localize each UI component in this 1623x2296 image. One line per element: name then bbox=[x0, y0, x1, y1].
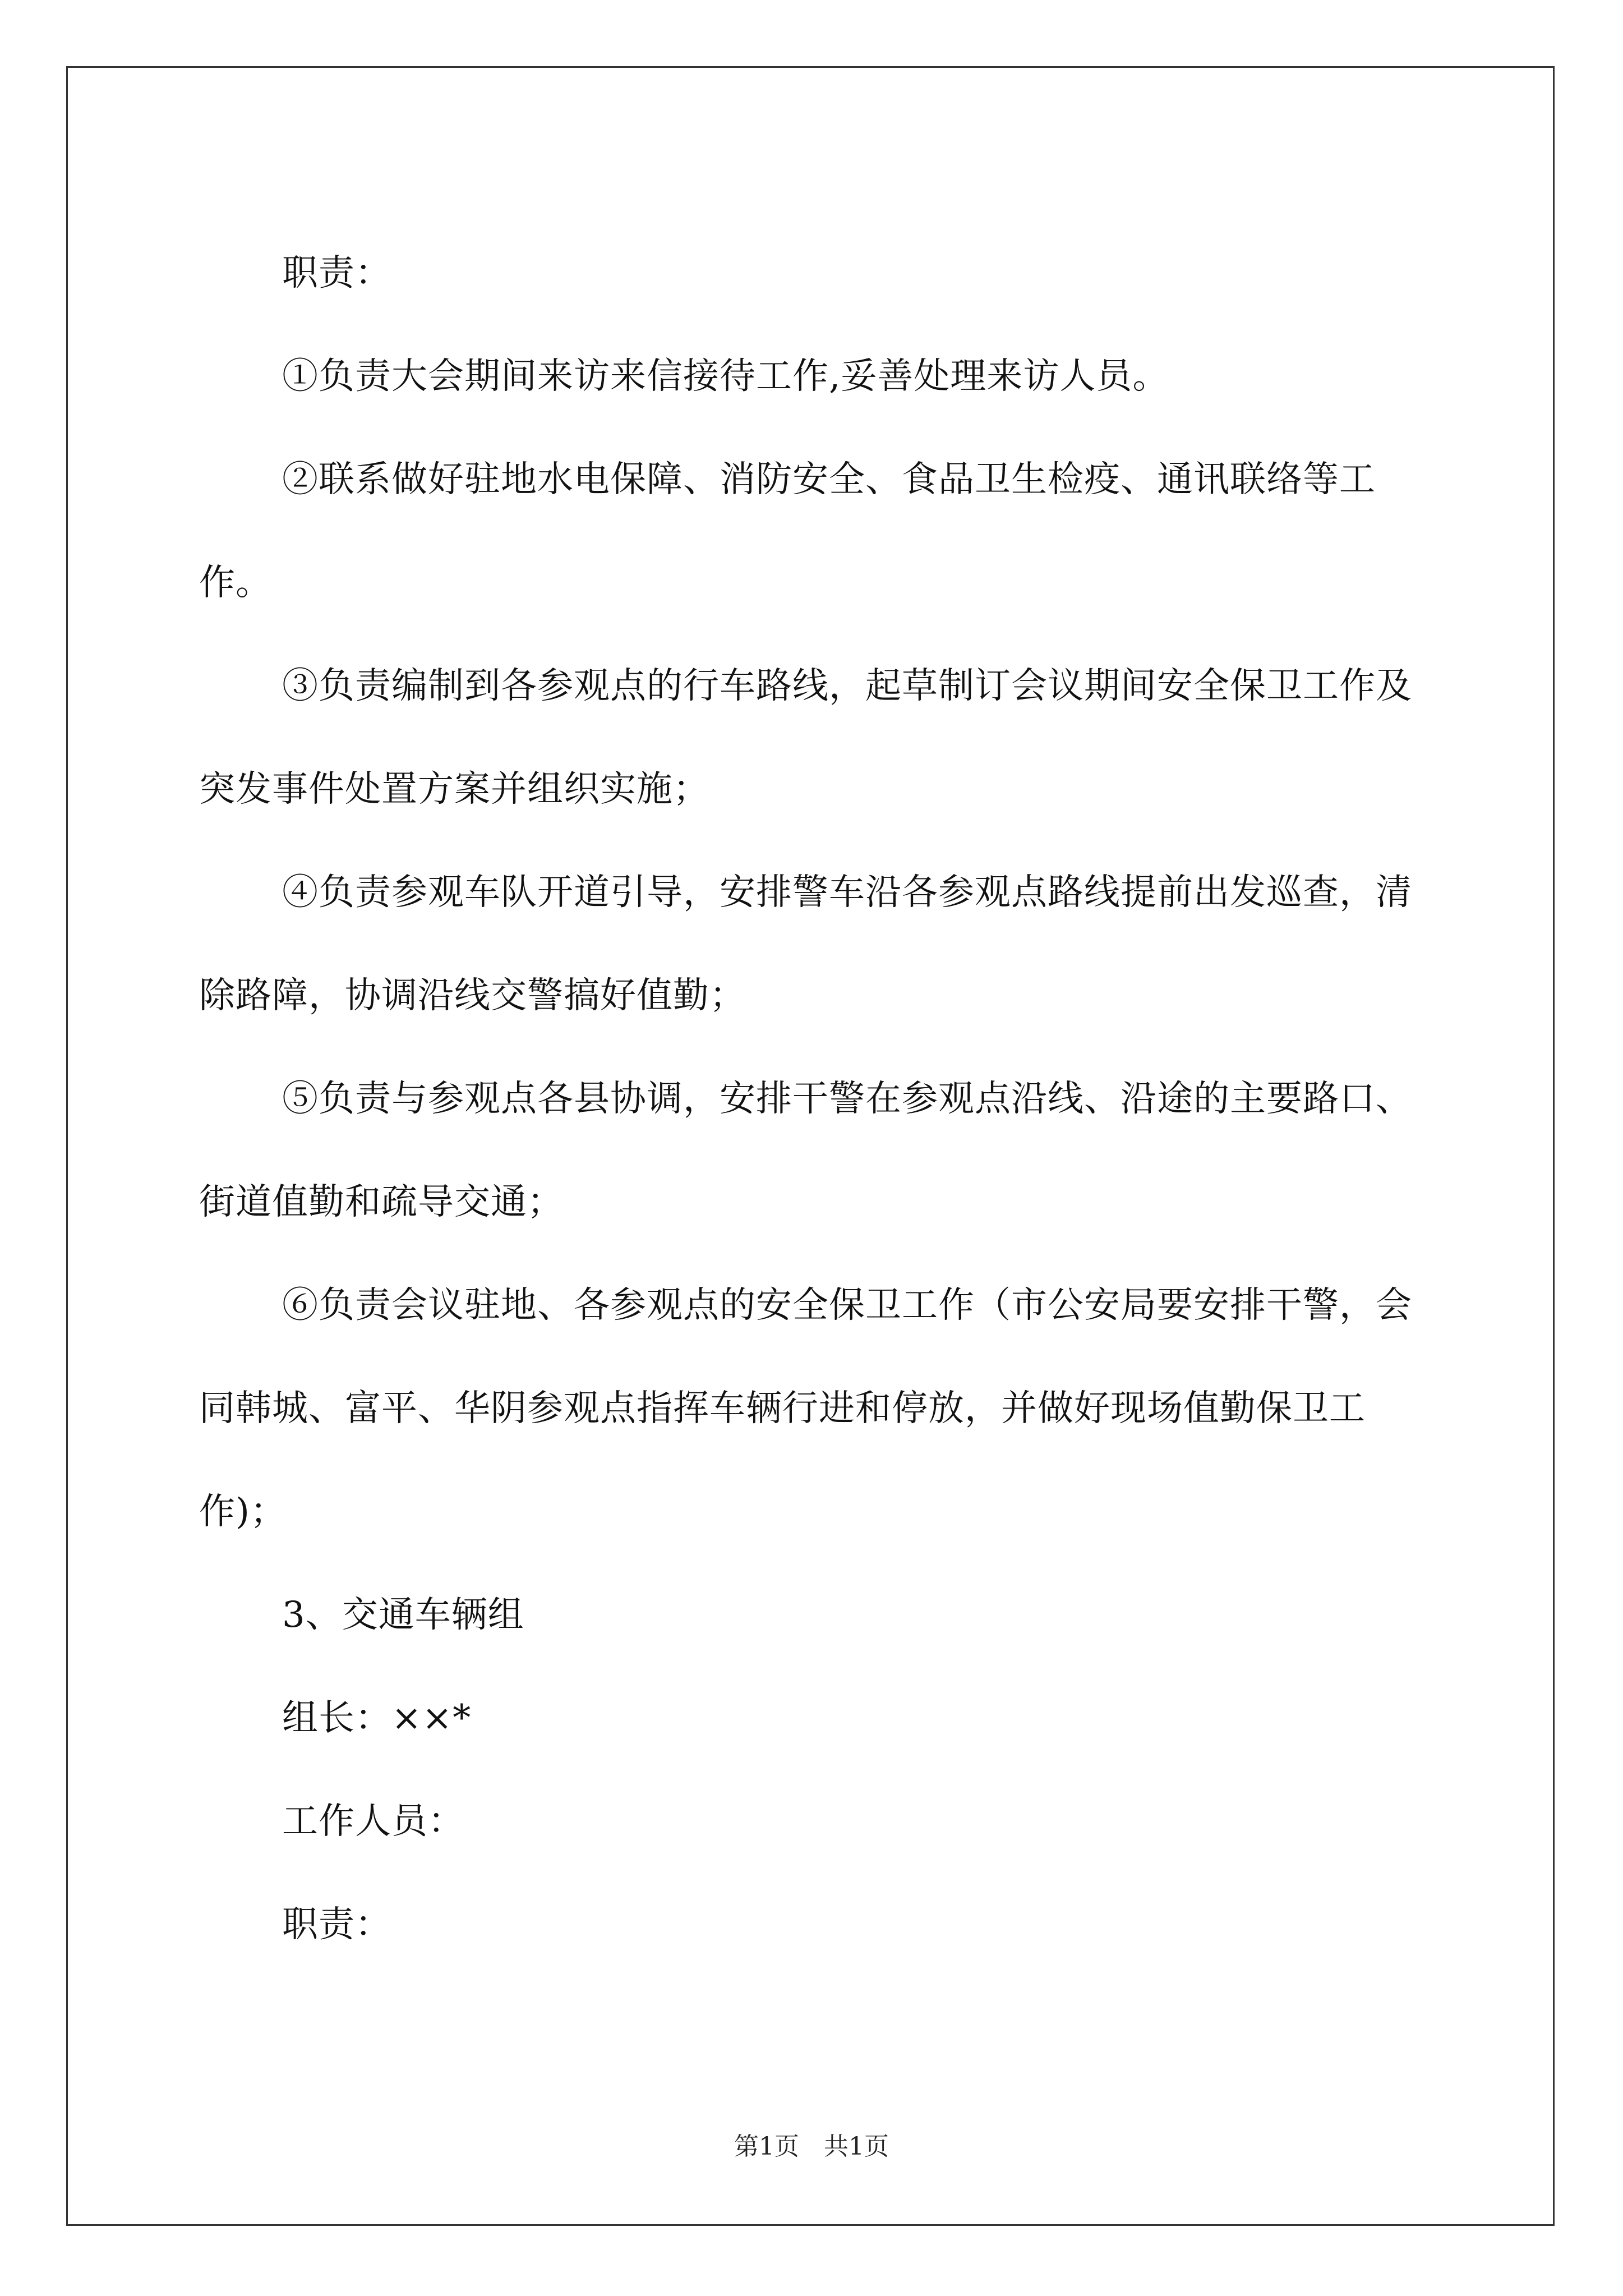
document-body bbox=[199, 222, 1433, 1976]
staff-line: 工作人员： bbox=[282, 1801, 464, 1842]
page-footer: 第1页 共1页 bbox=[734, 2132, 889, 2161]
paragraph-duties-heading-2: 职责： bbox=[282, 1904, 391, 1945]
group-leader-line: 组长：××* bbox=[282, 1697, 472, 1739]
paragraph-item-6: ⑥负责会议驻地、各参观点的安全保卫工作（市公安局要安排干警，会同韩城、富平、华阴参观点指挥车辆行进和停放，并做好现场值勤保卫工作)； bbox=[199, 1285, 1412, 1533]
paragraph-item-2: ②联系做好驻地水电保障、消防安全、食品卫生检疫、通讯联络等工作。 bbox=[199, 459, 1376, 604]
paragraph-duties-heading: 职责： bbox=[282, 252, 391, 294]
paragraph-item-1: ①负责大会期间来访来信接待工作,妥善处理来访人员。 bbox=[282, 356, 1169, 397]
section-heading-traffic-vehicle-group: 3、交通车辆组 bbox=[282, 1594, 524, 1636]
paragraph-item-5: ⑤负责与参观点各县协调，安排干警在参观点沿线、沿途的主要路口、街道值勤和疏导交通； bbox=[199, 1078, 1412, 1223]
paragraph-item-3: ③负责编制到各参观点的行车路线，起草制订会议期间安全保卫工作及突发事件处置方案并组织实施； bbox=[199, 665, 1412, 810]
paragraph-item-4: ④负责参观车队开道引导，安排警车沿各参观点路线提前出发巡查，清除路障，协调沿线交警搞好值勤； bbox=[199, 872, 1412, 1016]
